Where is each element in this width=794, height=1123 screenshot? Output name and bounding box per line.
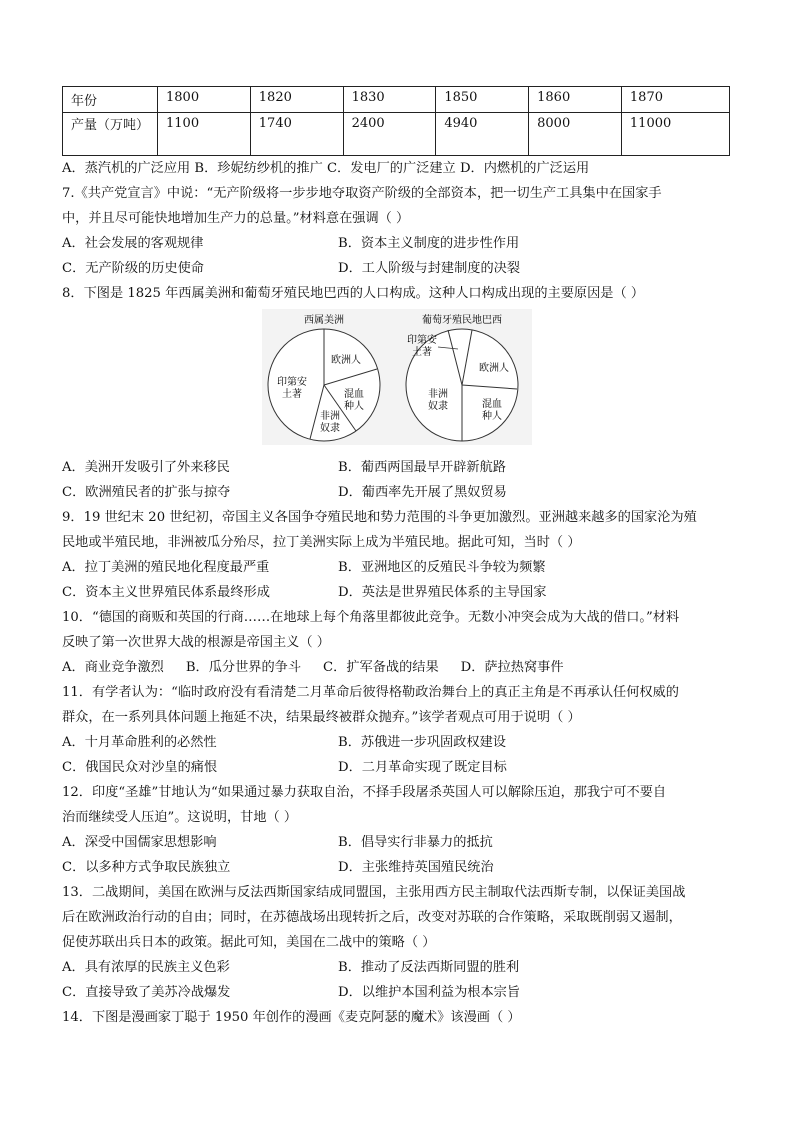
q9-option-c[interactable]: C．资本主义世界殖民体系最终形成 bbox=[62, 585, 270, 600]
q9-option-a[interactable]: A．拉丁美洲的殖民地化程度最严重 bbox=[62, 560, 270, 575]
table-row bbox=[63, 113, 730, 156]
label-mixed: 种人 bbox=[344, 401, 364, 412]
q8-stem: 8．下图是 1825 年西属美洲和葡萄牙殖民地巴西的人口构成。这种人口构成出现的主要原因是（ ） bbox=[62, 286, 645, 301]
q11-options-row bbox=[62, 730, 742, 755]
table-cell: 11000 bbox=[621, 113, 729, 156]
table-cell: 年份 bbox=[63, 87, 158, 113]
label-indian: 土著 bbox=[282, 389, 302, 400]
q13-stem: 13．二战期间，美国在欧洲与反法西斯国家结成同盟国，主张用西方民主制取代法西斯专制，以保证美国战 bbox=[62, 885, 686, 900]
exam-page bbox=[62, 86, 742, 1030]
table-cell: 1830 bbox=[343, 87, 436, 113]
q10-options-row bbox=[62, 655, 742, 680]
q12-option-b[interactable]: B．倡导实行非暴力的抵抗 bbox=[338, 835, 493, 850]
q7-option-b[interactable]: B．资本主义制度的进步性作用 bbox=[338, 236, 520, 251]
q12-stem: 治而继续受人压迫”。这说明，甘地（ ） bbox=[62, 810, 298, 825]
q8-option-c[interactable]: C．欧洲殖民者的扩张与掠夺 bbox=[62, 485, 231, 500]
label-mixed: 种人 bbox=[482, 411, 502, 422]
q7-option-c[interactable]: C．无产阶级的历史使命 bbox=[62, 261, 204, 276]
q10-stem: 反映了第一次世界大战的根源是帝国主义（ ） bbox=[62, 635, 330, 650]
q9-options-row bbox=[62, 555, 742, 580]
q9-option-d[interactable]: D．英法是世界殖民体系的主导国家 bbox=[338, 585, 547, 600]
table-cell: 8000 bbox=[529, 113, 622, 156]
q12-stem: 12．印度“圣雄”甘地认为“如果通过暴力获取自治，不择手段屠杀英国人可以解除压迫，那我宁可不要自 bbox=[62, 785, 667, 800]
pie-charts bbox=[262, 309, 532, 445]
chart-left-title: 西属美洲 bbox=[304, 315, 344, 326]
table-cell: 1800 bbox=[158, 87, 251, 113]
table-cell: 产量（万吨） bbox=[63, 113, 158, 156]
q10-option-d[interactable]: D．萨拉热窝事件 bbox=[460, 660, 564, 675]
q6-options: A．蒸汽机的广泛应用 B．珍妮纺纱机的推广 C．发电厂的广泛建立 D．内燃机的广泛运用 bbox=[62, 161, 590, 176]
q7-options-row bbox=[62, 231, 742, 256]
q13-options-row bbox=[62, 980, 742, 1005]
table-cell: 2400 bbox=[343, 113, 436, 156]
q10-stem: 10．“德国的商贩和英国的行商……在地球上每个角落里都彼此竞争。无数小冲突会成为大战的借口。”材料 bbox=[62, 610, 680, 625]
label-mixed: 混血 bbox=[482, 399, 502, 410]
q7-options-row bbox=[62, 256, 742, 281]
q7-option-a[interactable]: A．社会发展的客观规律 bbox=[62, 236, 204, 251]
table-cell: 4940 bbox=[436, 113, 529, 156]
q8-option-b[interactable]: B．葡西两国最早开辟新航路 bbox=[338, 460, 506, 475]
q10-option-c[interactable]: C．扩军备战的结果 bbox=[323, 660, 439, 675]
table-row bbox=[63, 87, 730, 113]
table-cell: 1820 bbox=[250, 87, 343, 113]
label-mixed: 混血 bbox=[344, 389, 364, 400]
label-african: 奴隶 bbox=[320, 423, 340, 434]
q10-option-b[interactable]: B．瓜分世界的争斗 bbox=[185, 660, 302, 675]
label-african: 非洲 bbox=[428, 389, 448, 400]
q9-option-b[interactable]: B．亚洲地区的反殖民斗争较为频繁 bbox=[338, 560, 546, 575]
q13-option-c[interactable]: C．直接导致了美苏冷战爆发 bbox=[62, 985, 231, 1000]
label-indian: 印第安 bbox=[407, 335, 437, 346]
table-cell: 1870 bbox=[621, 87, 729, 113]
q7-option-d[interactable]: D．工人阶级与封建制度的决裂 bbox=[338, 261, 521, 276]
label-europe: 欧洲人 bbox=[331, 355, 361, 366]
q8-options-row bbox=[62, 480, 742, 505]
q7-stem: 中，并且尽可能快地增加生产力的总量。”材料意在强调（ ） bbox=[62, 211, 410, 226]
q13-stem: 后在欧洲政治行动的自由；同时，在苏德战场出现转折之后，改变对苏联的合作策略，采取既削弱又遏制， bbox=[62, 910, 682, 925]
table-cell: 1860 bbox=[529, 87, 622, 113]
q13-option-b[interactable]: B．推动了反法西斯同盟的胜利 bbox=[338, 960, 520, 975]
q9-options-row bbox=[62, 580, 742, 605]
q13-option-a[interactable]: A．具有浓厚的民族主义色彩 bbox=[62, 960, 230, 975]
table-cell: 1850 bbox=[436, 87, 529, 113]
q9-stem: 民地或半殖民地，非洲被瓜分殆尽，拉丁美洲实际上成为半殖民地。据此可知，当时（ ） bbox=[62, 535, 581, 550]
q8-option-a[interactable]: A．美洲开发吸引了外来移民 bbox=[62, 460, 230, 475]
q10-option-a[interactable]: A．商业竞争激烈 bbox=[62, 660, 164, 675]
q11-option-c[interactable]: C．俄国民众对沙皇的痛恨 bbox=[62, 760, 218, 775]
population-pie-figure bbox=[62, 309, 742, 449]
q11-option-a[interactable]: A．十月革命胜利的必然性 bbox=[62, 735, 217, 750]
label-indian: 印第安 bbox=[277, 377, 307, 388]
q11-option-b[interactable]: B．苏俄进一步巩固政权建设 bbox=[338, 735, 506, 750]
table-cell: 1100 bbox=[158, 113, 251, 156]
q11-stem: 11．有学者认为：“临时政府没有看清楚二月革命后彼得格勒政治舞台上的真正主角是不再承认任何权威的 bbox=[62, 685, 679, 700]
q13-stem: 促使苏联出兵日本的政策。据此可知，美国在二战中的策略（ ） bbox=[62, 935, 436, 950]
chart-right-title: 葡萄牙殖民地巴西 bbox=[422, 315, 502, 326]
label-african: 非洲 bbox=[320, 411, 340, 422]
q14-stem: 14．下图是漫画家丁聪于 1950 年创作的漫画《麦克阿瑟的魔术》该漫画（ ） bbox=[62, 1010, 521, 1025]
coal-output-table bbox=[62, 86, 730, 156]
q13-option-d[interactable]: D．以维护本国利益为根本宗旨 bbox=[338, 985, 521, 1000]
q12-option-a[interactable]: A．深受中国儒家思想影响 bbox=[62, 835, 217, 850]
q11-stem: 群众，在一系列具体问题上拖延不决，结果最终被群众抛弃。”该学者观点可用于说明（ ） bbox=[62, 710, 581, 725]
q7-stem: 7.《共产党宣言》中说：“无产阶级将一步步地夺取资产阶级的全部资本，把一切生产工具集中在国家手 bbox=[62, 186, 662, 201]
q12-option-c[interactable]: C．以多种方式争取民族独立 bbox=[62, 860, 231, 875]
table-cell: 1740 bbox=[250, 113, 343, 156]
q8-option-d[interactable]: D．葡西率先开展了黑奴贸易 bbox=[338, 485, 507, 500]
q13-options-row bbox=[62, 955, 742, 980]
label-europe: 欧洲人 bbox=[479, 363, 509, 374]
q12-option-d[interactable]: D．主张维持英国殖民统治 bbox=[338, 860, 494, 875]
q12-options-row bbox=[62, 830, 742, 855]
q9-stem: 9．19 世纪末 20 世纪初，帝国主义各国争夺殖民地和势力范围的斗争更加激烈。亚洲越来越多的国家沦为殖 bbox=[62, 510, 697, 525]
label-african: 奴隶 bbox=[428, 401, 448, 412]
q11-options-row bbox=[62, 755, 742, 780]
q11-option-d[interactable]: D．二月革命实现了既定目标 bbox=[338, 760, 507, 775]
label-indian: 土著 bbox=[412, 347, 432, 358]
q8-options-row bbox=[62, 455, 742, 480]
q12-options-row bbox=[62, 855, 742, 880]
